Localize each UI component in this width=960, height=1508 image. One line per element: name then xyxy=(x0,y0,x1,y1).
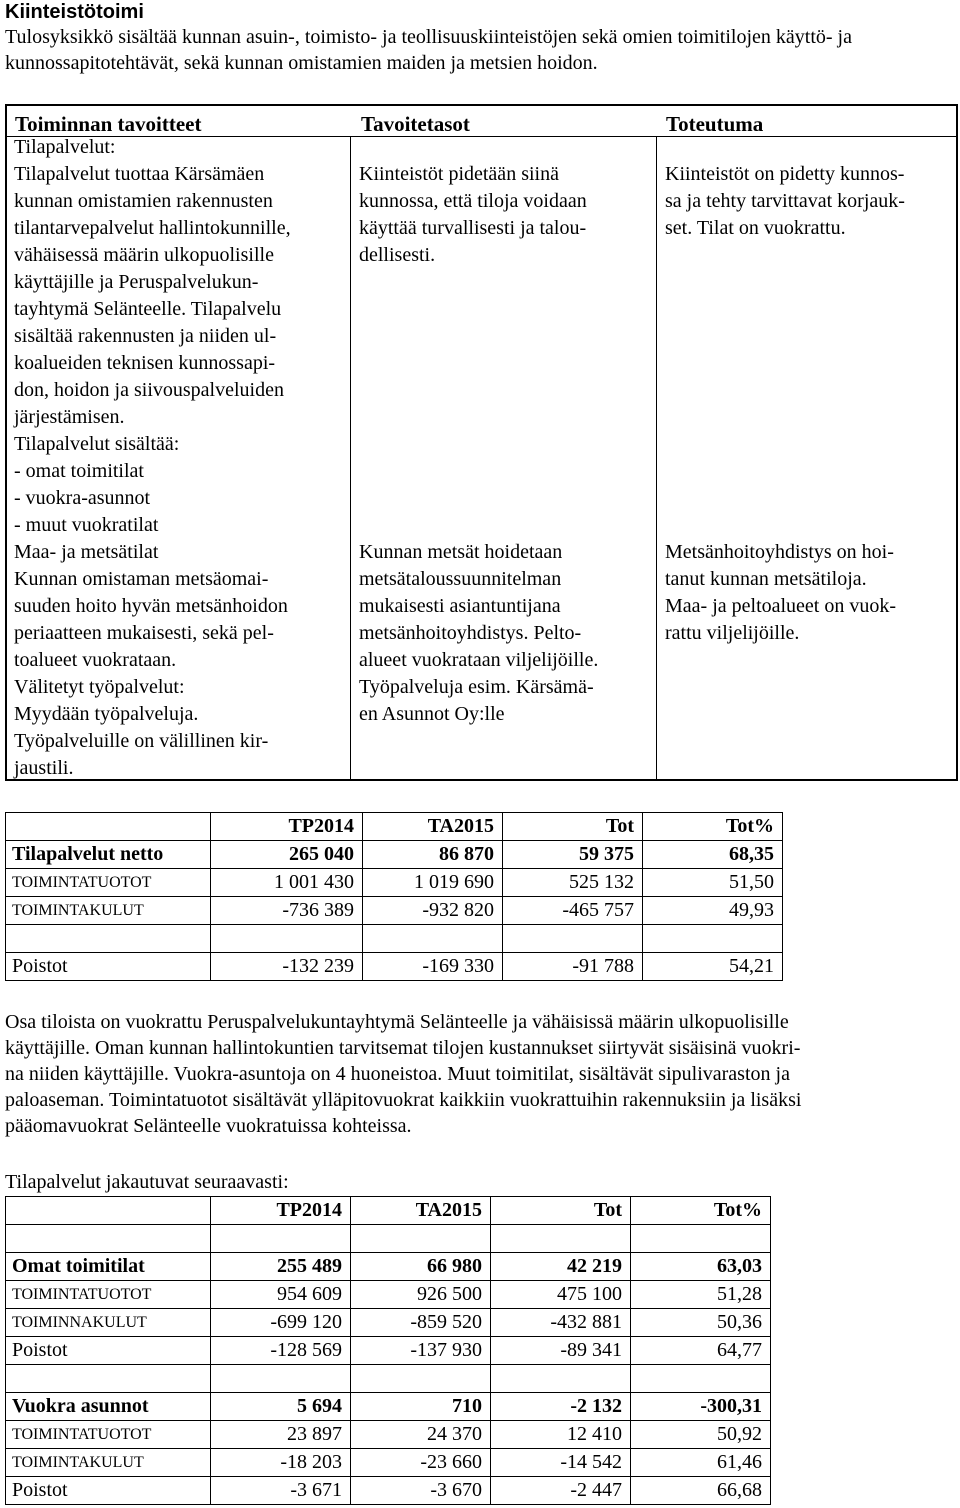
table-cell: 926 500 xyxy=(351,1281,491,1309)
row-label: Omat toimitilat xyxy=(6,1253,211,1281)
table-cell: 1 019 690 xyxy=(363,869,503,897)
row-label: TOIMINTATUOTOT xyxy=(6,869,211,897)
table-row xyxy=(6,813,783,841)
table-cell: -137 930 xyxy=(351,1337,491,1365)
goals-text-line: metsänhoitoyhdistys. Pelto- xyxy=(359,622,582,644)
goals-text-line: - muut vuokratilat xyxy=(14,514,159,536)
row-label: TOIMINTAKULUT xyxy=(6,897,211,925)
table-cell: 63,03 xyxy=(631,1253,771,1281)
goals-text-line: kunnan omistamien rakennusten xyxy=(14,190,273,212)
paragraph-line: na niiden käyttäjille. Vuokra-asuntoja on 4 huoneistoa. Muut toimitilat, sisältävät sipulivaraston ja xyxy=(5,1063,790,1085)
goals-text-line: koalueiden teknisen kunnossapi- xyxy=(14,352,276,374)
goals-text-line: suuden hoito hyvän metsänhoidon xyxy=(14,595,288,617)
table-cell: TP2014 xyxy=(211,813,363,841)
row-label xyxy=(6,1197,211,1225)
goals-text-line: - omat toimitilat xyxy=(14,460,144,482)
table-cell: -128 569 xyxy=(211,1337,351,1365)
goals-text-line: alueet vuokrataan viljelijöille. xyxy=(359,649,599,671)
row-label: TOIMINNAKULUT xyxy=(6,1309,211,1337)
table-cell: -89 341 xyxy=(491,1337,631,1365)
table-cell: 51,28 xyxy=(631,1281,771,1309)
table-cell xyxy=(6,925,211,953)
table-cell: -169 330 xyxy=(363,953,503,981)
paragraph-line: Osa tiloista on vuokrattu Peruspalvelukuntayhtymä Selänteelle ja vähäisissä määrin ulkopuolisille xyxy=(5,1011,789,1033)
table-cell: -3 671 xyxy=(211,1477,351,1505)
table-cell: -736 389 xyxy=(211,897,363,925)
row-label xyxy=(6,813,211,841)
table-row xyxy=(6,1337,771,1365)
row-label: TOIMINTATUOTOT xyxy=(6,1281,211,1309)
goals-text-line: set. Tilat on vuokrattu. xyxy=(665,217,846,239)
table-row xyxy=(6,1309,771,1337)
goals-text-line: dellisesti. xyxy=(359,244,436,266)
table-cell: 710 xyxy=(351,1393,491,1421)
table-cell: 86 870 xyxy=(363,841,503,869)
goals-text-line: sa ja tehty tarvittavat korjauk- xyxy=(665,190,905,212)
table-cell xyxy=(631,1365,771,1393)
table-cell: -300,31 xyxy=(631,1393,771,1421)
table-row xyxy=(6,1477,771,1505)
table-cell: 5 694 xyxy=(211,1393,351,1421)
goals-text-line: tanut kunnan metsätiloja. xyxy=(665,568,867,590)
table-cell: -432 881 xyxy=(491,1309,631,1337)
goals-text-line: Työpalveluille on välillinen kir- xyxy=(14,730,269,752)
row-label: Poistot xyxy=(6,1477,211,1505)
goals-table xyxy=(5,104,958,781)
goals-text-line: kunnossa, että tiloja voidaan xyxy=(359,190,587,212)
table-cell: 23 897 xyxy=(211,1421,351,1449)
table-row xyxy=(6,1449,771,1477)
financial-table-2 xyxy=(5,1196,771,1505)
goals-results-buildings xyxy=(665,161,955,242)
table-cell: TA2015 xyxy=(351,1197,491,1225)
table-cell xyxy=(643,925,783,953)
goals-text-line: Myydään työpalveluja. xyxy=(14,703,199,725)
goals-text-line: tilantarvepalvelut hallintokunnille, xyxy=(14,217,291,239)
goals-text-line: Metsänhoitoyhdistys on hoi- xyxy=(665,541,894,563)
goals-text-line: metsätaloussuunnitelman xyxy=(359,568,562,590)
goals-results-forests xyxy=(665,539,955,647)
table-cell: 42 219 xyxy=(491,1253,631,1281)
goals-text-line: - vuokra-asunnot xyxy=(14,487,151,509)
goals-text-line: toalueet vuokrataan. xyxy=(14,649,177,671)
goals-text-line: en Asunnot Oy:lle xyxy=(359,703,505,725)
table-row xyxy=(6,1197,771,1225)
table-row xyxy=(6,841,783,869)
goals-text-line: Kunnan metsät hoidetaan xyxy=(359,541,563,563)
goals-header-targets: Tavoitetasot xyxy=(361,112,470,136)
table-cell: Tot% xyxy=(631,1197,771,1225)
table-row xyxy=(6,869,783,897)
table-cell: -14 542 xyxy=(491,1449,631,1477)
paragraph-line: käyttäjille. Oman kunnan hallintokuntien tarvitsemat tilojen kustannukset siirtyvät sisäisinä vuokri- xyxy=(5,1037,801,1059)
table-cell xyxy=(211,1225,351,1253)
table-cell: 24 370 xyxy=(351,1421,491,1449)
table-row xyxy=(6,1281,771,1309)
table-cell: 66,68 xyxy=(631,1477,771,1505)
table-cell: -932 820 xyxy=(363,897,503,925)
table-cell: 68,35 xyxy=(643,841,783,869)
row-label: TOIMINTAKULUT xyxy=(6,1449,211,1477)
table-cell: 61,46 xyxy=(631,1449,771,1477)
goals-text-line: don, hoidon ja siivouspalveluiden xyxy=(14,379,284,401)
table-cell: 525 132 xyxy=(503,869,643,897)
table-row xyxy=(6,897,783,925)
table-cell: -18 203 xyxy=(211,1449,351,1477)
goals-text-line: Tilapalvelut tuottaa Kärsämäen xyxy=(14,163,265,185)
goals-text-line: käyttäjille ja Peruspalvelukun- xyxy=(14,271,259,293)
goals-header-objectives: Toiminnan tavoitteet xyxy=(15,112,202,136)
paragraph-line: pääomavuokrat Selänteelle vuokratuissa kohteissa. xyxy=(5,1115,412,1137)
row-label: Poistot xyxy=(6,953,211,981)
table-cell: -132 239 xyxy=(211,953,363,981)
explanation-paragraph xyxy=(5,1009,940,1139)
intro-text: Tulosyksikkö sisältää kunnan asuin-, toimisto- ja teollisuuskiinteistöjen sekä omien toimitilojen käyttö- ja kunnossapitotehtävät, sekä kunnan omistamien maiden ja metsien hoidon. xyxy=(5,26,852,74)
goals-text-line: periaatteen mukaisesti, sekä pel- xyxy=(14,622,274,644)
row-label: Vuokra asunnot xyxy=(6,1393,211,1421)
blank-row xyxy=(6,925,783,953)
table-cell xyxy=(6,1365,211,1393)
table-cell: 54,21 xyxy=(643,953,783,981)
goals-text-line: jaustili. xyxy=(14,757,74,779)
split-label: Tilapalvelut jakautuvat seuraavasti: xyxy=(5,1171,289,1193)
table-cell: 954 609 xyxy=(211,1281,351,1309)
table-cell xyxy=(503,925,643,953)
table-cell: 50,92 xyxy=(631,1421,771,1449)
table-cell xyxy=(6,1225,211,1253)
table-cell: 51,50 xyxy=(643,869,783,897)
table-cell: -3 670 xyxy=(351,1477,491,1505)
table-cell: 265 040 xyxy=(211,841,363,869)
row-label: Poistot xyxy=(6,1337,211,1365)
goals-text-line: sisältää rakennusten ja niiden ul- xyxy=(14,325,277,347)
table-cell: 50,36 xyxy=(631,1309,771,1337)
table-cell: 59 375 xyxy=(503,841,643,869)
goals-text-line: mukaisesti asiantuntijana xyxy=(359,595,561,617)
table-cell xyxy=(491,1225,631,1253)
goals-targets-buildings xyxy=(359,161,654,269)
table-cell: TP2014 xyxy=(211,1197,351,1225)
table-cell: -91 788 xyxy=(503,953,643,981)
table-cell: 64,77 xyxy=(631,1337,771,1365)
goals-text-line: Tilapalvelut sisältää: xyxy=(14,433,180,455)
blank-row xyxy=(6,1225,771,1253)
table-cell: 475 100 xyxy=(491,1281,631,1309)
goals-text-line: Kiinteistöt on pidetty kunnos- xyxy=(665,163,905,185)
goals-text-line: Maa- ja peltoalueet on vuok- xyxy=(665,595,897,617)
paragraph-line: paloaseman. Toimintatuotot sisältävät ylläpitovuokrat kaikkiin vuokrattuihin rakennuksiin ja lisäksi xyxy=(5,1089,802,1111)
row-label: Tilapalvelut netto xyxy=(6,841,211,869)
goals-text-line: järjestämisen. xyxy=(14,406,125,428)
row-label: TOIMINTATUOTOT xyxy=(6,1421,211,1449)
goals-text-line: Työpalveluja esim. Kärsämä- xyxy=(359,676,594,698)
goals-objectives-column xyxy=(14,134,348,782)
goals-text-line: Tilapalvelut: xyxy=(14,136,116,158)
goals-col-divider-2 xyxy=(656,136,657,779)
table-cell xyxy=(211,925,363,953)
table-row xyxy=(6,953,783,981)
table-cell: -859 520 xyxy=(351,1309,491,1337)
table-cell xyxy=(351,1225,491,1253)
goals-text-line: käyttää turvallisesti ja talou- xyxy=(359,217,587,239)
table-cell: Tot% xyxy=(643,813,783,841)
goals-text-line: Maa- ja metsätilat xyxy=(14,541,159,563)
table-cell xyxy=(491,1365,631,1393)
table-cell: 49,93 xyxy=(643,897,783,925)
table-cell xyxy=(631,1225,771,1253)
table-cell: 255 489 xyxy=(211,1253,351,1281)
goals-targets-forests xyxy=(359,539,654,728)
goals-text-line: vähäisessä määrin ulkopuolisille xyxy=(14,244,274,266)
table-cell xyxy=(351,1365,491,1393)
table-cell: 66 980 xyxy=(351,1253,491,1281)
table-cell xyxy=(363,925,503,953)
table-cell: 12 410 xyxy=(491,1421,631,1449)
table-cell: Tot xyxy=(503,813,643,841)
table-cell: TA2015 xyxy=(363,813,503,841)
goals-text-line: Kunnan omistaman metsäomai- xyxy=(14,568,269,590)
blank-row xyxy=(6,1365,771,1393)
table-cell: -23 660 xyxy=(351,1449,491,1477)
goals-text-line: Välitetyt työpalvelut: xyxy=(14,676,185,698)
goals-header-results: Toteutuma xyxy=(666,112,764,136)
table-cell: Tot xyxy=(491,1197,631,1225)
goals-text-line: tayhtymä Selänteelle. Tilapalvelu xyxy=(14,298,282,320)
goals-text-line: Kiinteistöt pidetään siinä xyxy=(359,163,559,185)
section-heading: Kiinteistötoimi xyxy=(5,1,144,23)
table-cell xyxy=(211,1365,351,1393)
table-row xyxy=(6,1421,771,1449)
table-cell: -2 132 xyxy=(491,1393,631,1421)
financial-table-1 xyxy=(5,812,783,981)
table-cell: -699 120 xyxy=(211,1309,351,1337)
goals-text-line: rattu viljelijöille. xyxy=(665,622,800,644)
goals-col-divider-1 xyxy=(350,136,351,779)
table-cell: -465 757 xyxy=(503,897,643,925)
table-cell: 1 001 430 xyxy=(211,869,363,897)
table-row xyxy=(6,1253,771,1281)
table-cell: -2 447 xyxy=(491,1477,631,1505)
table-row xyxy=(6,1393,771,1421)
